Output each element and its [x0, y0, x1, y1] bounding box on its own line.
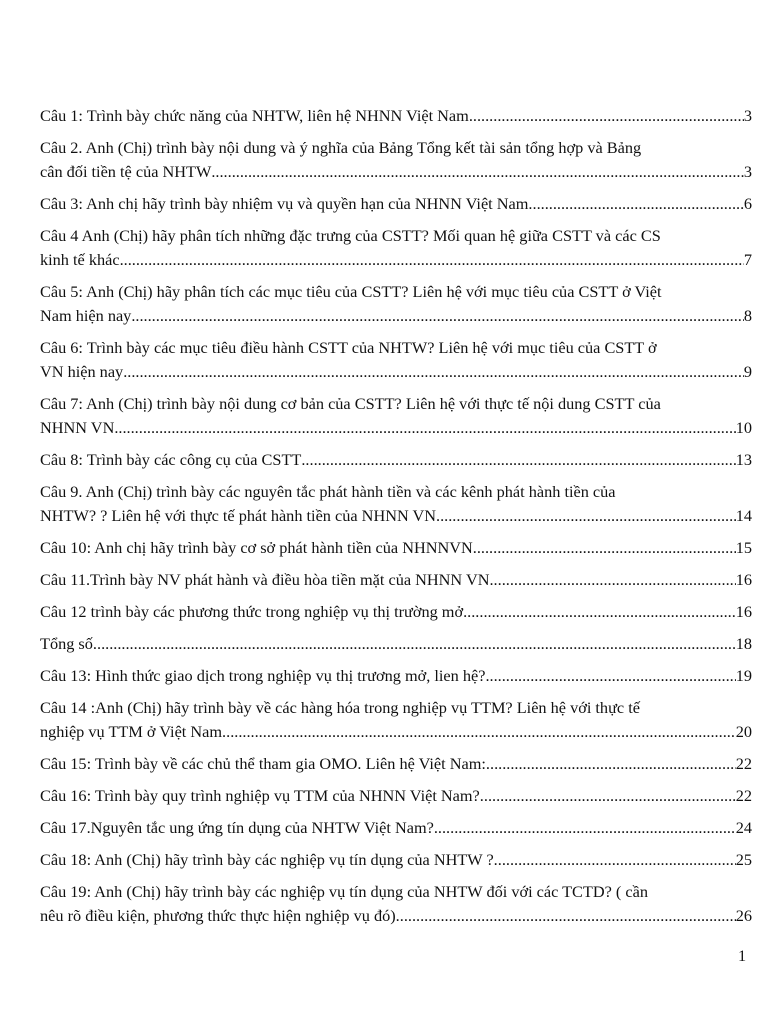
- toc-entry-page: 20: [735, 722, 752, 741]
- toc-entry-page: 16: [735, 602, 752, 621]
- toc-entry[interactable]: [40, 664, 752, 688]
- toc-entry[interactable]: [40, 448, 752, 472]
- toc-entry-title-line: NHNN VN: [40, 418, 115, 437]
- dot-leader: [436, 504, 736, 528]
- toc-entry-page: 9: [743, 362, 752, 381]
- dot-leader: [301, 448, 735, 472]
- toc-entry-title-line: Câu 1: Trình bày chức năng của NHTW, liên hệ NHNN Việt Nam: [40, 106, 469, 125]
- dot-leader: [494, 848, 736, 872]
- toc-entry-title-line: Tổng số: [40, 634, 93, 653]
- toc-entry[interactable]: [40, 280, 752, 328]
- toc-entry-page: 19: [735, 666, 752, 685]
- toc-entry-title-line: Câu 10: Anh chị hãy trình bày cơ sở phát hành tiền của NHNNVN: [40, 538, 473, 557]
- toc-entry-last-line: [40, 504, 752, 528]
- toc-entry-title-line: Câu 18: Anh (Chị) hãy trình bày các nghiệp vụ tín dụng của NHTW ?: [40, 850, 494, 869]
- toc-entry[interactable]: [40, 336, 752, 384]
- dot-leader: [93, 632, 736, 656]
- toc-entry-title-line: Câu 4 Anh (Chị) hãy phân tích những đặc trưng của CSTT? Mối quan hệ giữa CSTT và các CS: [40, 226, 661, 245]
- toc-entry-page: 8: [743, 306, 752, 325]
- toc-entry-page: 3: [743, 162, 752, 181]
- toc-entry-title-line: Câu 19: Anh (Chị) hãy trình bày các nghiệp vụ tín dụng của NHTW đối với các TCTD? ( cần: [40, 882, 649, 901]
- toc-entry-title-line: Câu 11.Trình bày NV phát hành và điều hòa tiền mặt của NHNN VN: [40, 570, 490, 589]
- toc-entry-last-line: [40, 104, 752, 128]
- toc-entry[interactable]: [40, 568, 752, 592]
- dot-leader: [489, 568, 735, 592]
- toc-entry[interactable]: [40, 104, 752, 128]
- toc-entry-last-line: [40, 600, 752, 624]
- toc-entry-title-line: VN hiện nay: [40, 362, 124, 381]
- dot-leader: [473, 536, 736, 560]
- toc-entry-title-line: Câu 8: Trình bày các công cụ của CSTT: [40, 450, 302, 469]
- dot-leader: [486, 752, 736, 776]
- toc-entry-page: 25: [735, 850, 752, 869]
- toc-entry-page: 24: [735, 818, 752, 837]
- toc-entry-title-line: Câu 12 trình bày các phương thức trong nghiệp vụ thị trường mở: [40, 602, 464, 621]
- toc-entry[interactable]: [40, 224, 752, 272]
- toc-entry-page: 14: [735, 506, 752, 525]
- toc-entry[interactable]: [40, 392, 752, 440]
- toc-entry[interactable]: [40, 480, 752, 528]
- table-of-contents: [40, 104, 752, 936]
- toc-entry-page: 7: [743, 250, 752, 269]
- toc-entry-last-line: [40, 360, 752, 384]
- toc-entry-title-line: Câu 16: Trình bày quy trình nghiệp vụ TTM của NHNN Việt Nam?: [40, 786, 480, 805]
- toc-entry[interactable]: [40, 536, 752, 560]
- toc-entry-last-line: [40, 248, 752, 272]
- dot-leader: [123, 360, 744, 384]
- toc-entry-page: 16: [735, 570, 752, 589]
- toc-entry-last-line: [40, 448, 752, 472]
- toc-entry-title-line: Câu 14 :Anh (Chị) hãy trình bày về các hàng hóa trong nghiệp vụ TTM? Liên hệ với thực tế: [40, 698, 640, 717]
- toc-entry-title-line: Câu 3: Anh chị hãy trình bày nhiệm vụ và quyền hạn của NHNN Việt Nam: [40, 194, 529, 213]
- toc-entry[interactable]: [40, 136, 752, 184]
- toc-entry-last-line: [40, 664, 752, 688]
- toc-entry-page: 3: [743, 106, 752, 125]
- toc-entry-page: 15: [735, 538, 752, 557]
- toc-entry[interactable]: [40, 816, 752, 840]
- toc-entry-page: 22: [735, 786, 752, 805]
- dot-leader: [396, 904, 736, 928]
- dot-leader: [131, 304, 744, 328]
- dot-leader: [120, 248, 744, 272]
- toc-entry-title-line: Câu 17.Nguyên tắc ung ứng tín dụng của NHTW Việt Nam?: [40, 818, 434, 837]
- toc-entry-title-line: nêu rõ điều kiện, phương thức thực hiện nghiệp vụ đó): [40, 906, 396, 925]
- toc-entry-last-line: [40, 536, 752, 560]
- toc-entry-page: 22: [735, 754, 752, 773]
- toc-entry-title-line: Câu 7: Anh (Chị) trình bày nội dung cơ bản của CSTT? Liên hệ với thực tế nội dung CSTT của: [40, 394, 661, 413]
- toc-entry-last-line: [40, 304, 752, 328]
- toc-entry-page: 6: [743, 194, 752, 213]
- toc-entry-page: 13: [735, 450, 752, 469]
- toc-entry-last-line: [40, 720, 752, 744]
- toc-entry-title-line: nghiệp vụ TTM ở Việt Nam: [40, 722, 223, 741]
- toc-entry-title-line: kinh tế khác: [40, 250, 120, 269]
- toc-entry[interactable]: [40, 880, 752, 928]
- toc-entry-title-line: Câu 6: Trình bày các mục tiêu điều hành CSTT của NHTW? Liên hệ với mục tiêu của CSTT ở: [40, 338, 657, 357]
- toc-entry-last-line: [40, 752, 752, 776]
- toc-entry-title-line: cân đối tiền tệ của NHTW: [40, 162, 212, 181]
- page-number: 1: [738, 946, 747, 965]
- toc-entry-last-line: [40, 848, 752, 872]
- toc-entry-last-line: [40, 192, 752, 216]
- dot-leader: [485, 664, 735, 688]
- toc-entry-title-line: Câu 13: Hình thức giao dịch trong nghiệp vụ thị trương mở, lien hệ?: [40, 666, 486, 685]
- toc-entry-title-line: Câu 9. Anh (Chị) trình bày các nguyên tắc phát hành tiền và các kênh phát hành tiền của: [40, 482, 616, 501]
- dot-leader: [463, 600, 736, 624]
- toc-entry-last-line: [40, 632, 752, 656]
- toc-entry-page: 18: [735, 634, 752, 653]
- toc-entry-last-line: [40, 816, 752, 840]
- toc-entry-title-line: Câu 15: Trình bày về các chủ thể tham gia OMO. Liên hệ Việt Nam:: [40, 754, 486, 773]
- toc-entry[interactable]: [40, 696, 752, 744]
- dot-leader: [222, 720, 736, 744]
- toc-entry-page: 10: [735, 418, 752, 437]
- toc-entry[interactable]: [40, 192, 752, 216]
- toc-entry-page: 26: [735, 906, 752, 925]
- toc-entry-title-line: Câu 2. Anh (Chị) trình bày nội dung và ý nghĩa của Bảng Tổng kết tài sản tổng hợp và Bảng: [40, 138, 642, 157]
- dot-leader: [211, 160, 744, 184]
- toc-entry-last-line: [40, 416, 752, 440]
- toc-entry[interactable]: [40, 752, 752, 776]
- dot-leader: [469, 104, 744, 128]
- toc-entry-last-line: [40, 160, 752, 184]
- dot-leader: [114, 416, 735, 440]
- toc-entry[interactable]: [40, 848, 752, 872]
- toc-entry-last-line: [40, 568, 752, 592]
- toc-entry-title-line: NHTW? ? Liên hệ với thực tế phát hành tiền của NHNN VN: [40, 506, 437, 525]
- toc-entry-last-line: [40, 904, 752, 928]
- toc-entry[interactable]: [40, 632, 752, 656]
- dot-leader: [528, 192, 743, 216]
- toc-entry-title-line: Nam hiện nay: [40, 306, 132, 325]
- dot-leader: [480, 784, 736, 808]
- toc-entry[interactable]: [40, 600, 752, 624]
- toc-entry-last-line: [40, 784, 752, 808]
- dot-leader: [434, 816, 736, 840]
- toc-entry-title-line: Câu 5: Anh (Chị) hãy phân tích các mục tiêu của CSTT? Liên hệ với mục tiêu của CSTT ở Việt: [40, 282, 662, 301]
- toc-entry[interactable]: [40, 784, 752, 808]
